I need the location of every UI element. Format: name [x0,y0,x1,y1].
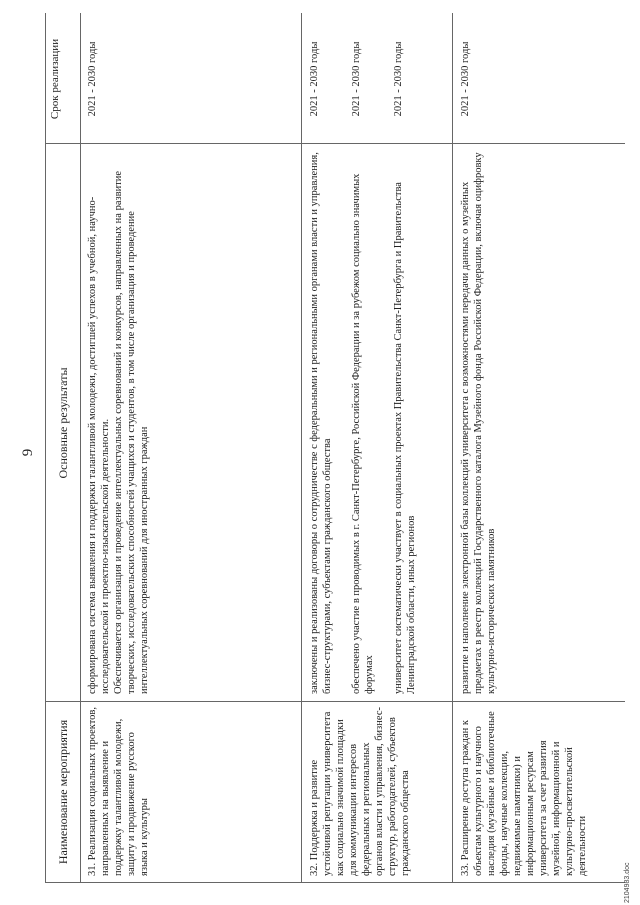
activity-term: 2021 - 2030 годы [393,41,404,117]
footer-file-note: 2104983.doc [624,862,631,903]
column-header-activity: Наименование мероприятия [56,719,70,865]
activity-result: развитие и наполнение электронной базы коллекций университета с возможностями передачи данных о музейных предметах в реестр коллекций Государственного каталога Музейного фонда Российской Федерации, включая оцифровку культурно-исторических памятников [460,152,497,694]
result-paragraph: Обеспечивается организация и проведение интеллектуальных соревнований и конкурсов, направленных на развитие творческих, исследовательских способностей учащихся и студентов, в том числе организация и проведение интеллектуальных соревнований для иностранных граждан [113,170,150,694]
column-header-term: Срок реализации [49,38,61,120]
activity-result [86,150,151,694]
activity-result: обеспечено участие в проводимых в г. Санкт-Петербурге, Российской Федерации и за рубежом социально значимых форумах [351,173,375,694]
page-number: 9 [20,448,36,457]
table-column-divider [46,701,625,702]
activity-result: университет систематически участвует в социальных проектах Правительства Санкт-Петербурга и Правительства Ленинградской области, иных регионов [393,182,417,694]
activity-term: 2021 - 2030 годы [309,41,320,117]
result-paragraph: сформирована система выявления и поддержки талантливой молодежи, достигшей успехов в учебной, научно-исследовательской и проектно-изыскательской деятельности. [87,196,111,694]
activity-term: 2021 - 2030 годы [351,41,362,117]
header-divider [80,13,81,882]
table-column-divider [46,143,625,144]
activity-name: 33. Расширение доступа граждан к объектам культурного и научного наследия (музейные и библиотечные фонды, научные коллекции, недвижимые памятники) и информационным ресурсам университета за счет развития музейной, информационной и культурно-просветительской деятельности [460,711,588,876]
activity-result: заключены и реализованы договоры о сотрудничестве с федеральными и региональными органами власти и управления, бизнес-структурами, субъектами гражданского общества [309,152,333,694]
activity-name: 32. Поддержка и развитие устойчивой репутации университета как социально значимой площадки для коммуникации интересов федеральных и региональных органов власти и управления, бизнес-структур, работодателей, субъектов гражданского общества [309,707,411,876]
activity-term: 2021 - 2030 годы [87,41,98,117]
activities-table [45,13,625,883]
activity-term: 2021 - 2030 годы [460,41,471,117]
row-divider [301,13,302,882]
activity-name: 31. Реализация социальных проектов, направленных на выявление и поддержку талантливой молодежи, защиту и продвижение русского языка и культуры [87,707,150,876]
column-header-results: Основные результаты [56,367,70,479]
row-divider [452,13,453,882]
